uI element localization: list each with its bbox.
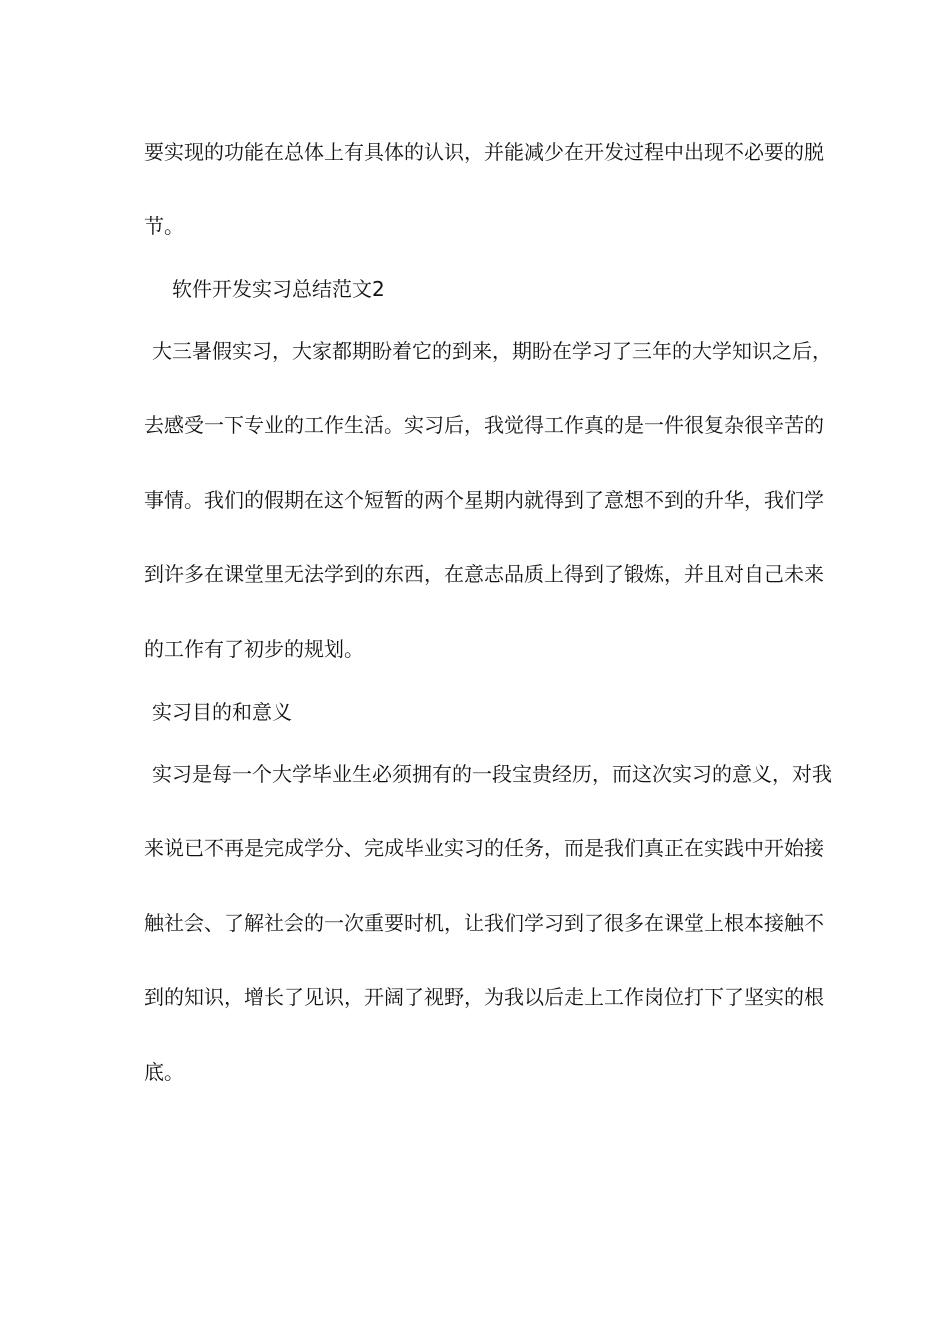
paragraph-line: 触社会、了解社会的一次重要时机，让我们学习到了很多在课堂上根本接触不: [144, 911, 824, 935]
subsection-heading: 实习目的和意义: [152, 700, 292, 724]
section-title: 软件开发实习总结范文2: [172, 277, 385, 301]
paragraph-line: 事情。我们的假期在这个短暂的两个星期内就得到了意想不到的升华，我们学: [144, 488, 824, 512]
paragraph-line: 来说已不再是完成学分、完成毕业实习的任务，而是我们真正在实践中开始接: [144, 836, 824, 860]
paragraph-line: 要实现的功能在总体上有具体的认识，并能减少在开发过程中出现不必要的脱: [144, 140, 824, 164]
paragraph-line: 的工作有了初步的规划。: [144, 637, 364, 661]
paragraph-line: 到许多在课堂里无法学到的东西，在意志品质上得到了锻炼，并且对自己未来: [144, 562, 824, 586]
paragraph-line: 大三暑假实习，大家都期盼着它的到来，期盼在学习了三年的大学知识之后，: [152, 339, 832, 363]
paragraph-line: 底。: [144, 1060, 184, 1084]
paragraph-line: 去感受一下专业的工作生活。实习后，我觉得工作真的是一件很复杂很辛苦的: [144, 413, 824, 437]
paragraph-line: 实习是每一个大学毕业生必须拥有的一段宝贵经历，而这次实习的意义，对我: [152, 762, 832, 786]
paragraph-line: 节。: [144, 214, 184, 238]
paragraph-line: 到的知识，增长了见识，开阔了视野，为我以后走上工作岗位打下了坚实的根: [144, 985, 824, 1009]
